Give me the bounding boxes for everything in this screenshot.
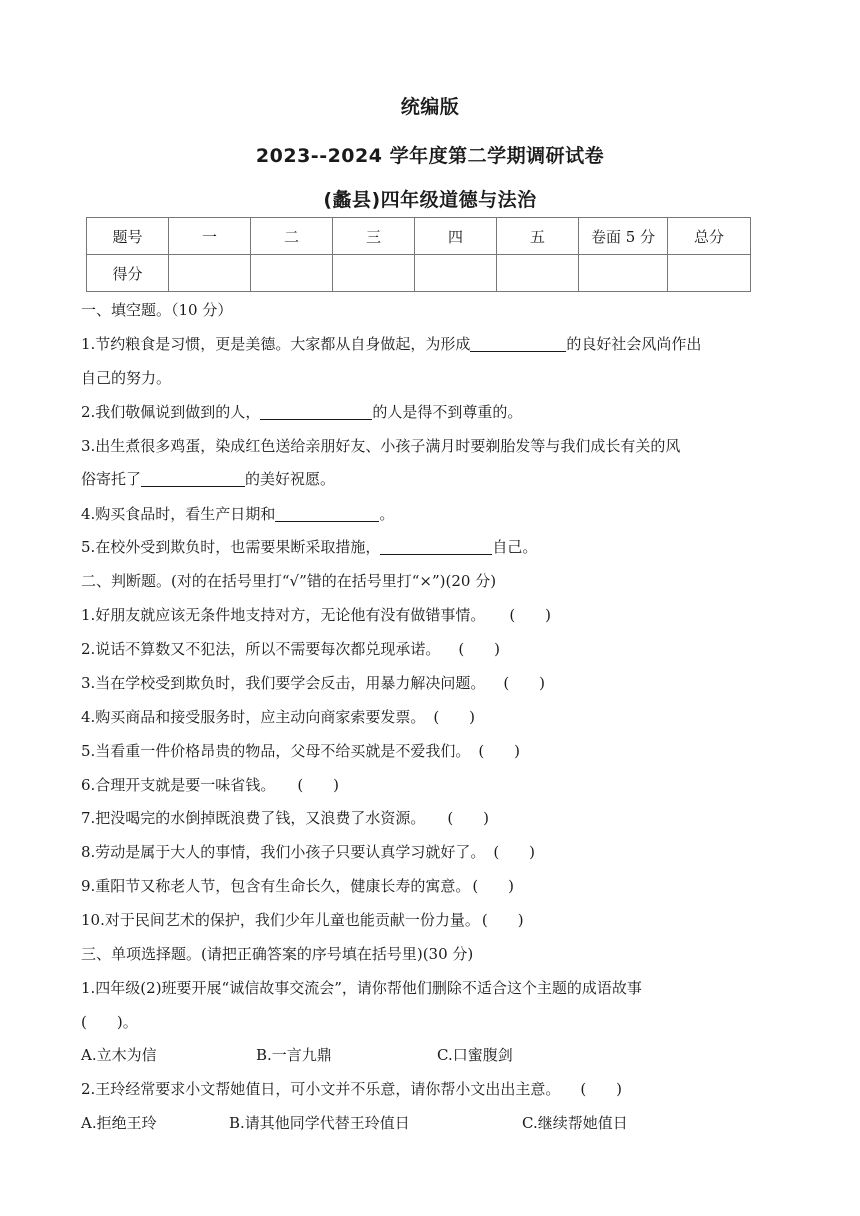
judgment-item <box>81 639 781 659</box>
judgment-text: 4.购买商品和接受服务时，应主动向商家索要发票。 <box>81 708 426 726</box>
answer-parentheses[interactable]: ( ) <box>493 843 536 861</box>
option-b[interactable]: B.请其他同学代替王玲值日 <box>229 1114 410 1132</box>
score-cell[interactable] <box>579 255 668 292</box>
term-title: 2023--2024 学年度第二学期调研试卷 <box>255 145 605 167</box>
score-cell[interactable] <box>668 255 751 292</box>
score-cell[interactable] <box>169 255 251 292</box>
judgment-text: 1.好朋友就应该无条件地支持对方，无论他有没有做错事情。 <box>81 606 486 624</box>
option-a[interactable]: A.拒绝王玲 <box>81 1114 157 1132</box>
judgment-text: 8.劳动是属于大人的事情，我们小孩子只要认真学习就好了。 <box>81 843 486 861</box>
answer-parentheses[interactable]: ( ) <box>433 708 476 726</box>
score-cell[interactable] <box>333 255 415 292</box>
answer-blank[interactable] <box>380 539 492 555</box>
score-header-cell: 四 <box>415 218 497 255</box>
score-table-header-row <box>87 218 751 255</box>
judgment-item <box>81 910 781 930</box>
score-header-cell: 二 <box>251 218 333 255</box>
answer-parentheses[interactable]: ( ) <box>503 674 546 692</box>
judgment-item <box>81 605 781 625</box>
question-line <box>81 334 781 354</box>
answer-blank[interactable] <box>141 471 245 487</box>
question-text: 俗寄托了 <box>81 470 142 488</box>
edition-title: 统编版 <box>400 96 460 118</box>
question-line <box>81 469 781 489</box>
choice-stem: 1.四年级(2)班要开展“诚信故事交流会”，请你帮他们删除不适合这个主题的成语故事 <box>81 979 642 997</box>
question-text: 的美好祝愿。 <box>245 470 336 488</box>
section1-heading: 一、填空题。（10 分） <box>81 301 233 319</box>
score-header-cell: 三 <box>333 218 415 255</box>
option-c[interactable]: C.口蜜腹剑 <box>437 1046 513 1064</box>
judgment-text: 9.重阳节又称老人节，包含有生命长久，健康长寿的寓意。 <box>81 877 471 895</box>
option-b[interactable]: B.一言九鼎 <box>256 1046 332 1064</box>
judgment-text: 10.对于民间艺术的保护，我们少年儿童也能贡献一份力量。 <box>81 911 480 929</box>
judgment-text: 7.把没喝完的水倒掉既浪费了钱，又浪费了水资源。 <box>81 809 426 827</box>
question-text: 2.我们敬佩说到做到的人， <box>81 403 261 421</box>
score-header-cell: 五 <box>497 218 579 255</box>
question-text: 自己。 <box>492 538 538 556</box>
answer-parentheses[interactable]: ( ) <box>481 911 524 929</box>
score-row-label: 得分 <box>87 255 169 292</box>
answer-parentheses[interactable]: ( ) <box>509 606 552 624</box>
judgment-item <box>81 741 781 761</box>
question-text: 4.购买食品时，看生产日期和 <box>81 505 276 523</box>
judgment-text: 5.当看重一件价格昂贵的物品，父母不给买就是不爱我们。 <box>81 742 471 760</box>
score-header-cell: 总分 <box>668 218 751 255</box>
choice-question <box>81 1079 781 1099</box>
question-text: 的良好社会风尚作出 <box>566 335 702 353</box>
section3-heading: 三、单项选择题。(请把正确答案的序号填在括号里)(30 分) <box>81 945 474 963</box>
choice-stem: 2.王玲经常要求小文帮她值日，可小文并不乐意，请你帮小文出出主意。 <box>81 1080 561 1098</box>
score-table <box>86 217 751 292</box>
judgment-item <box>81 876 781 896</box>
question-text: 自己的努力。 <box>81 369 172 387</box>
judgment-item <box>81 707 781 727</box>
question-text: 1.节约粮食是习惯，更是美德。大家都从自身做起，为形成 <box>81 335 471 353</box>
judgment-text: 3.当在学校受到欺负时，我们要学会反击，用暴力解决问题。 <box>81 674 486 692</box>
section2-heading: 二、判断题。(对的在括号里打“√”错的在括号里打“×”)(20 分) <box>81 572 497 590</box>
judgment-item <box>81 808 781 828</box>
question-line <box>81 504 781 524</box>
answer-parentheses[interactable]: ( ) <box>472 877 515 895</box>
answer-blank[interactable] <box>260 404 372 420</box>
subject-title: (蠡县)四年级道德与法治 <box>323 189 537 211</box>
answer-parentheses[interactable]: ( ) <box>580 1080 623 1098</box>
question-text: 3.出生煮很多鸡蛋，染成红色送给亲朋好友、小孩子满月时要剃胎发等与我们成长有关的风 <box>81 437 681 455</box>
question-line <box>81 537 781 557</box>
option-a[interactable]: A.立木为信 <box>81 1046 157 1064</box>
question-text: 的人是得不到尊重的。 <box>372 403 523 421</box>
question-text: 5.在校外受到欺负时，也需要果断采取措施， <box>81 538 381 556</box>
score-header-cell: 题号 <box>87 218 169 255</box>
answer-blank[interactable] <box>275 506 379 522</box>
judgment-item <box>81 775 781 795</box>
judgment-text: 2.说话不算数又不犯法，所以不需要每次都兑现承诺。 <box>81 640 441 658</box>
answer-parentheses[interactable]: ( ) <box>297 776 340 794</box>
score-cell[interactable] <box>251 255 333 292</box>
score-header-cell: 一 <box>169 218 251 255</box>
score-table-score-row <box>87 255 751 292</box>
judgment-text: 6.合理开支就是要一味省钱。 <box>81 776 276 794</box>
answer-parentheses[interactable]: ( ) <box>478 742 521 760</box>
score-cell[interactable] <box>415 255 497 292</box>
question-text: 。 <box>379 505 395 523</box>
answer-blank[interactable] <box>470 336 566 352</box>
score-header-cell: 卷面 5 分 <box>579 218 668 255</box>
option-c[interactable]: C.继续帮她值日 <box>522 1114 628 1132</box>
score-cell[interactable] <box>497 255 579 292</box>
judgment-item <box>81 673 781 693</box>
judgment-item <box>81 842 781 862</box>
answer-parentheses[interactable]: ( ) <box>458 640 501 658</box>
question-line <box>81 402 781 422</box>
answer-parentheses[interactable]: ( )。 <box>81 1013 138 1031</box>
answer-parentheses[interactable]: ( ) <box>447 809 490 827</box>
